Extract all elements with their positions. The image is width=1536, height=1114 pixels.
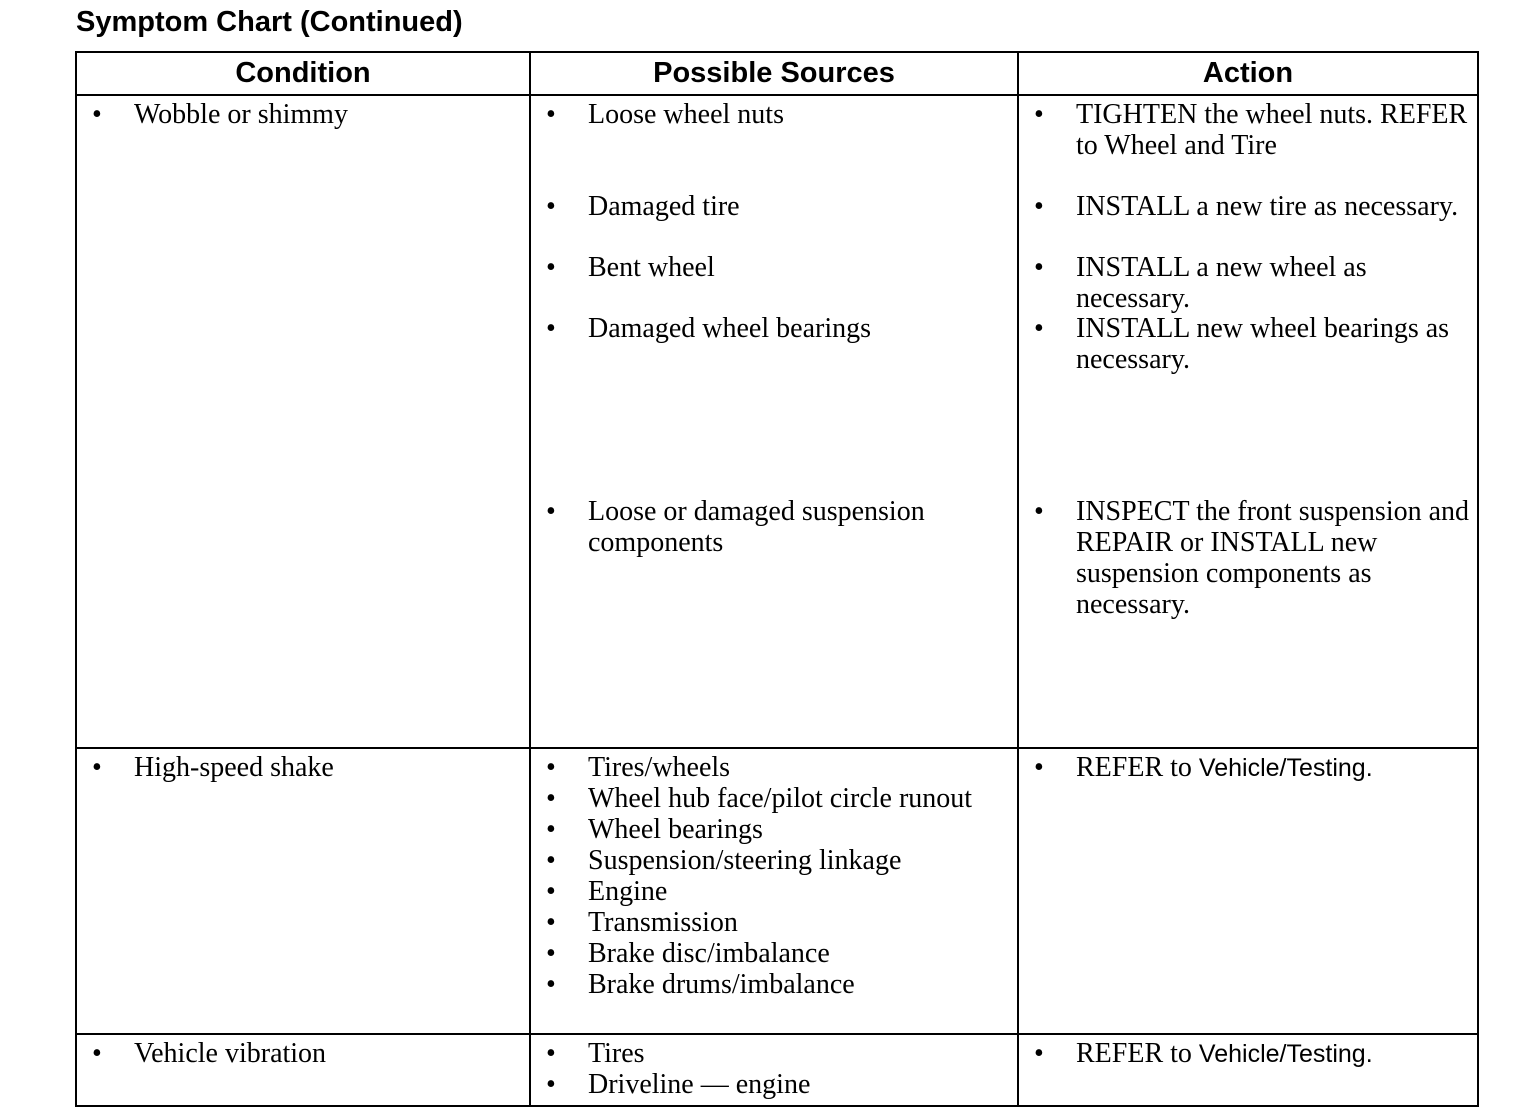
sources-cell xyxy=(530,748,1018,1034)
list-item: • TIGHTEN the wheel nuts. REFER to Wheel and Tire xyxy=(1034,99,1468,161)
action-header: Action xyxy=(1018,52,1478,95)
page-title: Symptom Chart (Continued) xyxy=(76,6,463,38)
list-item: • Wobble or shimmy xyxy=(77,99,529,130)
condition-cell xyxy=(76,95,530,748)
list-item: • Engine xyxy=(546,876,668,907)
condition-cell xyxy=(76,748,530,1034)
list-item: • Brake disc/imbalance xyxy=(546,938,830,969)
condition-header: Condition xyxy=(76,52,530,95)
sources-cell xyxy=(530,1034,1018,1106)
list-item: • REFER to Vehicle/Testing. xyxy=(1034,752,1373,783)
list-item: • Vehicle vibration xyxy=(77,1038,529,1069)
action-cell xyxy=(1018,95,1478,748)
reference-link-text: Vehicle/Testing. xyxy=(1198,1040,1373,1068)
condition-text: High-speed shake xyxy=(134,752,334,783)
list-item: • INSPECT the front suspension and REPAIR or INSTALL new suspension components as necessary. xyxy=(1034,496,1470,620)
list-item: • Tires/wheels xyxy=(546,752,731,783)
list-item: • INSTALL new wheel bearings as necessary. xyxy=(1034,313,1450,375)
sources-header: Possible Sources xyxy=(530,52,1018,95)
sources-cell xyxy=(530,95,1018,748)
list-item: • Damaged tire xyxy=(546,191,740,222)
table-row xyxy=(76,1034,1478,1106)
header-row xyxy=(76,52,1478,95)
list-item: • Wheel bearings xyxy=(546,814,763,845)
condition-cell xyxy=(76,1034,530,1106)
list-item: • Wheel hub face/pilot circle runout xyxy=(546,783,973,814)
list-item: • INSTALL a new wheel as necessary. xyxy=(1034,252,1367,314)
list-item: • REFER to Vehicle/Testing. xyxy=(1034,1038,1373,1069)
list-item: • INSTALL a new tire as necessary. xyxy=(1034,191,1459,222)
action-cell xyxy=(1018,748,1478,1034)
list-item: • Bent wheel xyxy=(546,252,715,283)
list-item: • Loose or damaged suspension components xyxy=(546,496,925,558)
reference-link-text: Vehicle/Testing. xyxy=(1198,754,1373,782)
list-item: • Tires xyxy=(546,1038,645,1069)
list-item: • High-speed shake xyxy=(77,752,529,783)
table-row xyxy=(76,748,1478,1034)
list-item: • Damaged wheel bearings xyxy=(546,313,871,344)
table-row xyxy=(76,95,1478,748)
symptom-chart-table xyxy=(75,51,1479,1107)
list-item: • Driveline — engine xyxy=(546,1069,811,1100)
list-item: • Suspension/steering linkage xyxy=(546,845,902,876)
condition-text: Wobble or shimmy xyxy=(134,99,348,130)
list-item: • Transmission xyxy=(546,907,738,938)
list-item: • Loose wheel nuts xyxy=(546,99,784,130)
action-cell xyxy=(1018,1034,1478,1106)
list-item: • Brake drums/imbalance xyxy=(546,969,855,1000)
condition-text: Vehicle vibration xyxy=(134,1038,327,1069)
